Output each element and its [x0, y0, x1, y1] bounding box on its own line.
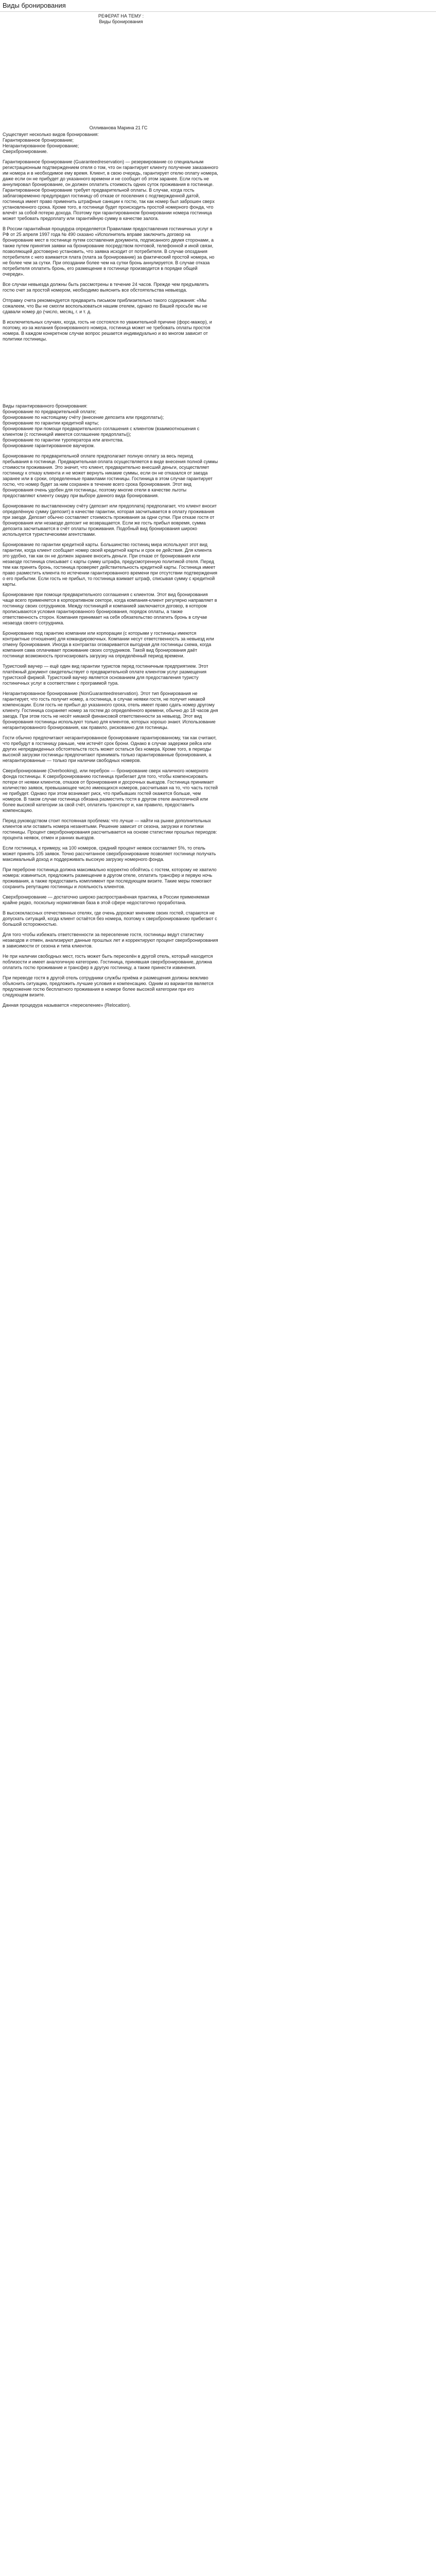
body-paragraph: Если гостиница, к примеру, на 100 номеров, средний процент неявок составляет 5%, то отель может принять 105 заявок. Точно рассчитанное сверхбронирование позволяет гостинице получать максимальный доход и поддерживать высокую загрузку номерного фонда. — [3, 845, 216, 862]
reservation-type-item: Гарантированное бронирование; — [3, 138, 74, 143]
guaranteed-types-list — [3, 409, 219, 449]
reservation-type-item: Сверхбронирование. — [3, 149, 48, 154]
body-paragraph: Бронирование при помощи предварительного соглашения с клиентом. Этот вид бронирования чаще всего применяется в корпоративном секторе, когда компания-клиент регулярно направляет в гостиницу своих сотрудников. Между гостиницей и компанией заключается договор, в котором прописываются условия гарантированного бронирования, порядок оплаты, а также ответственность сторон. Компания принимает на себя обязательство оплатить бронь в случае незаезда своего сотрудника. — [3, 592, 217, 625]
guaranteed-type-item: бронирование по настоящему счёту (внесение депозита или предоплаты); — [3, 415, 164, 420]
guaranteed-type-item: бронирование по гарантии кредитной карты; — [3, 420, 99, 426]
body-paragraph: В России гарантийная процедура определяется Правилами предоставления гостиничных услуг в РФ от 25 апреля 1997 года № 490 сказано «Исполнитель вправе заключить договор на бронирование мест в гостинице путем составления документа, подписанного двумя сторонами, а также путем принятия заявки на бронирование посредством почтовой, телефонной и иной связи, позволяющей достоверно установить, что заявка исходит от потребителя. В случае опоздания потребителя с него взимается плата (плата за бронирование) за фактический простой номера, но не более чем за сутки. При опоздании более чем на сутки бронь аннулируется. В случае отказа потребителя оплатить бронь, его размещение в гостинице производится в порядке общей очереди». — [3, 226, 215, 277]
body-paragraph: При переброне гостиница должна максимально корректно обойтись с гостем, которому не хватило номера: извиниться, предложить размещение в другом отеле, оплатить трансфер и первую ночь проживания, а также предоставить комплимент при последующем визите. Такие меры помогают сохранить репутацию гостиницы и лояльность клиентов. — [3, 867, 217, 889]
author-name: Олливанова Марина 21 ГС — [89, 125, 148, 130]
body-paragraph: Гарантированное бронирование (Guaranteedreservation) — резервирование со специальным регистрационным подтверждением отеля о том, что он гарантирует клиенту получение заказанного им номера и в необходимое ему время. Клиент, в свою очередь, гарантирует отелю оплату номера, даже если он не прибудет до указанного времени и не сообщит об этом заранее. Если гость не аннулировал бронирование, он должен оплатить стоимость одних суток проживания в гостинице. Гарантированное бронирование требует предварительной оплаты. В случае, когда гость заблаговременно предупредил гостиницу об отказе от поселения с подтвержденной датой, гостиница имеет право применить штрафные санкции к гостю, так как номер был заброшен сверх установленного срока. Кроме того, в гостинице будет происходить простой номерного фонда, что влечёт за собой потерю дохода. Поэтому при гарантированном бронировании номера гостиница может требовать предоплату или гарантийную сумму в качестве залога. — [3, 159, 218, 221]
body-paragraph: Сверхбронирование — достаточно широко распространённая практика, в России применяемая крайне редко, поскольку нормативная база в этой сфере недостаточно проработана. — [3, 894, 210, 905]
body-paragraph: Бронирование по предварительной оплате предполагает полную оплату за весь период пребывания в гостинице. Предварительная оплата осуществляется в виде внесения полной суммы стоимости проживания. Это значит, что клиент, предварительно внесший деньги, осуществляет гостиницу к отказу клиента и не может вернуть никакие суммы, если он не отказался от заезда заранее или в сроки, определенные правилами гостиницы. Гостиница в этом случае гарантирует гостю, что номер будет за ним сохранен в течение всего срока бронирования. Этот вид бронирования очень удобен для гостиницы, поэтому многие отели в качестве льготы предоставляют клиенту скидку при выборе данного вида бронирования. — [3, 453, 218, 498]
body-paragraph: Отправку счета рекомендуется предварить письмом приблизительно такого содержания: «Мы сожалеем, что Вы не смогли воспользоваться нашим отелем, однако по Вашей просьбе мы не сдавали номер до (число, месяц, г. и т. д. — [3, 298, 207, 314]
page-title: Виды бронирования — [3, 2, 66, 9]
intro-lead: Существует несколько видов бронирования: — [3, 132, 99, 137]
guaranteed-type-item: бронирование по гарантии туроператора или агентства. — [3, 437, 124, 443]
body-paragraph: Перед руководством стоит постоянная проблема: что лучше — найти на рынке дополнительных клиентов или оставить номера незанятыми. Решение зависит от сезона, загрузки и политики гостиницы. Процент сверхбронирования рассчитывается на основе статистики прошлых периодов: процента неявок, отмен и ранних выездов. — [3, 818, 217, 840]
essay-header-line2: Виды бронирования — [99, 19, 143, 24]
body-paragraph: В высококлассных отечественных отелях, где очень дорожат мнением своих гостей, стараются не допускать ситуаций, когда клиент остаётся без номера, поэтому к сверхбронированию прибегают с большой осторожностью. — [3, 910, 217, 927]
essay-header — [3, 13, 219, 25]
body-paragraph: Бронирование по гарантии кредитной карты. Большинство гостиниц мира используют этот вид гарантии, когда клиент сообщает номер своей кредитной карты и срок ее действия. Для клиента это удобно, так как он не должен заранее вносить деньги. При отказе от бронирования или незаезде гостиница списывает с карты сумму штрафа, предусмотренную политикой отеля. Перед тем как принять бронь, гостиница проверяет действительность кредитной карты. Гостиница имеет право разместить клиента по истечении гарантированного времени при отсутствии подтверждения о его прибытии. Если гость не прибыл, то гостиница взимает штраф, списывая сумму с кредитной карты. — [3, 542, 217, 587]
spacer — [3, 347, 219, 403]
body-paragraph: Бронирование под гарантию компании или корпорации (с которыми у гостиницы имеются контрактные отношения) для командировочных. Компании несут ответственность за невыезд или отмену бронирования. Иногда в контрактах оговаривается выгодная для гостиницы схема, когда компания сама оплачивает проживание своих сотрудников. Такой вид бронирования даёт гостинице возможность прогнозировать загрузку на определённый период времени. — [3, 631, 214, 658]
body-paragraph: При переводе гостя в другой отель сотрудники службы приёма и размещения должны вежливо объяснить ситуацию, предложить лучшие условия и компенсацию. Одним из вариантов является предложение гостю бесплатного проживания в номере более высокой категории при его следующем визите. — [3, 975, 214, 997]
body-paragraph: Данная процедура называется «переселение» (Relocation). — [3, 1003, 131, 1008]
body-paragraph: Бронирование по выставленному счёту (депозит или предоплата) предполагает, что клиент вносит определённую сумму (депозит) в качестве гарантии, которая засчитывается в оплату проживания при заезде. Депозит обычно составляет стоимость проживания за одни сутки. При отказе гостя от бронирования или незаезде депозит не возвращается. Если же гость прибыл вовремя, сумма депозита засчитывается в счёт оплаты проживания. Подобный вид бронирования широко используется туристическими агентствами. — [3, 503, 217, 537]
document-body — [3, 13, 219, 1013]
guaranteed-types-lead: Виды гарантированного бронирования: — [3, 403, 88, 409]
reservation-type-item: Негарантированное бронирование; — [3, 143, 79, 148]
guaranteed-type-item: бронирование при помощи предварительного соглашения с клиентом (взаимоотношения с клиентом (с гостиницей имеется соглашение предоплаты)); — [3, 426, 200, 437]
reservation-types-list — [3, 138, 219, 155]
body-paragraph: Гости обычно предпочитают негарантированное бронирование гарантированному, так как считают, что пребудут в гостиницу раньше, чем истечёт срок брони. Однако в случае задержки рейса или других непредвиденных обстоятельств гость может остаться без номера. Кроме того, в периоды высокой загрузки гостиницы предпочитают принимать только гарантированные бронирования, а негарантированные — только при наличии свободных номеров. — [3, 735, 217, 763]
body-paragraph: Сверхбронирование (Overbooking), или переброн — бронирование сверх наличного номерного фонда гостиницы. К сверхбронированию гостиница прибегает для того, чтобы компенсировать потери от неявки клиентов, отказов от бронирования и досрочных выездов. Гостиница принимает количество заявок, превышающее число имеющихся номеров, рассчитывая на то, что часть гостей не прибудет. Однако при этом возникает риск, что прибывших гостей окажется больше, чем номеров. В таком случае гостиница обязана разместить гостя в другом отеле аналогичной или более высокой категории за свой счёт, оплатить транспорт и, как правило, предоставить компенсацию. — [3, 768, 218, 813]
guaranteed-type-item: бронирование по предварительной оплате; — [3, 409, 97, 414]
body-paragraph: Туристский ваучер — ещё один вид гарантии туристов перед гостиничным предприятием. Этот платёжный документ свидетельствует о предварительной оплате клиентом услуг размещения туристской фирмой. Туристский ваучер является основанием для предоставления туристу гостиничных услуг в соответствии с программой тура. — [3, 664, 208, 686]
body-paragraph: Для того чтобы избежать ответственности за переселение гостя, гостиницы ведут статистику незаездов и отмен, анализируют данные прошлых лет и корректируют процент сверхбронирования в зависимости от сезона и типа клиентов. — [3, 932, 218, 948]
title-divider — [0, 11, 436, 12]
body-paragraph: Негарантированное бронирование (NonGuaranteedreservation). Этот тип бронирования не гарантирует, что гость получит номер, а гостиница, в случае неявки гостя, не получит никакой компенсации. Если гость не прибыл до указанного срока, отель имеет право сдать номер другому клиенту. Гостиница сохраняет номер за гостем до определённого времени, обычно до 18 часов дня заезда. При этом гость не несёт никакой финансовой ответственности за невыезд. Этот вид бронирования гостиницы используют только для клиентов, которых хорошо знают. Использование негарантированного бронирования, как правило, рискованно для гостиницы. — [3, 691, 218, 730]
body-paragraph: Все случаи невыезда должны быть рассмотрены в течение 24 часов. Прежде чем предъявлять гостю счет за простой номером, необходимо выяснить все обстоятельства невыезда. — [3, 282, 209, 293]
guaranteed-type-item: бронирование гарантированное ваучером. — [3, 443, 95, 448]
body-paragraph: В исключительных случаях, когда, гость не состоялся по уважительной причине (форс-мажор), и поэтому, из-за желания бронированного номера, гостиница может не требовать оплаты простоя номера. В каждом конкретном случае вопрос решается индивидуально и во многом зависит от политики гостиницы. — [3, 319, 212, 342]
body-paragraph: Не при наличии свободных мест, гость может быть переселён в другой отель, который находится поблизости и имеет аналогичную категорию. Гостиница, принявшая сверхбронирование, должна оплатить гостю проживание и трансфер в другую гостиницу, а также принести извинения. — [3, 954, 213, 970]
essay-header-line1: РЕФЕРАТ НА ТЕМУ : — [98, 13, 144, 19]
